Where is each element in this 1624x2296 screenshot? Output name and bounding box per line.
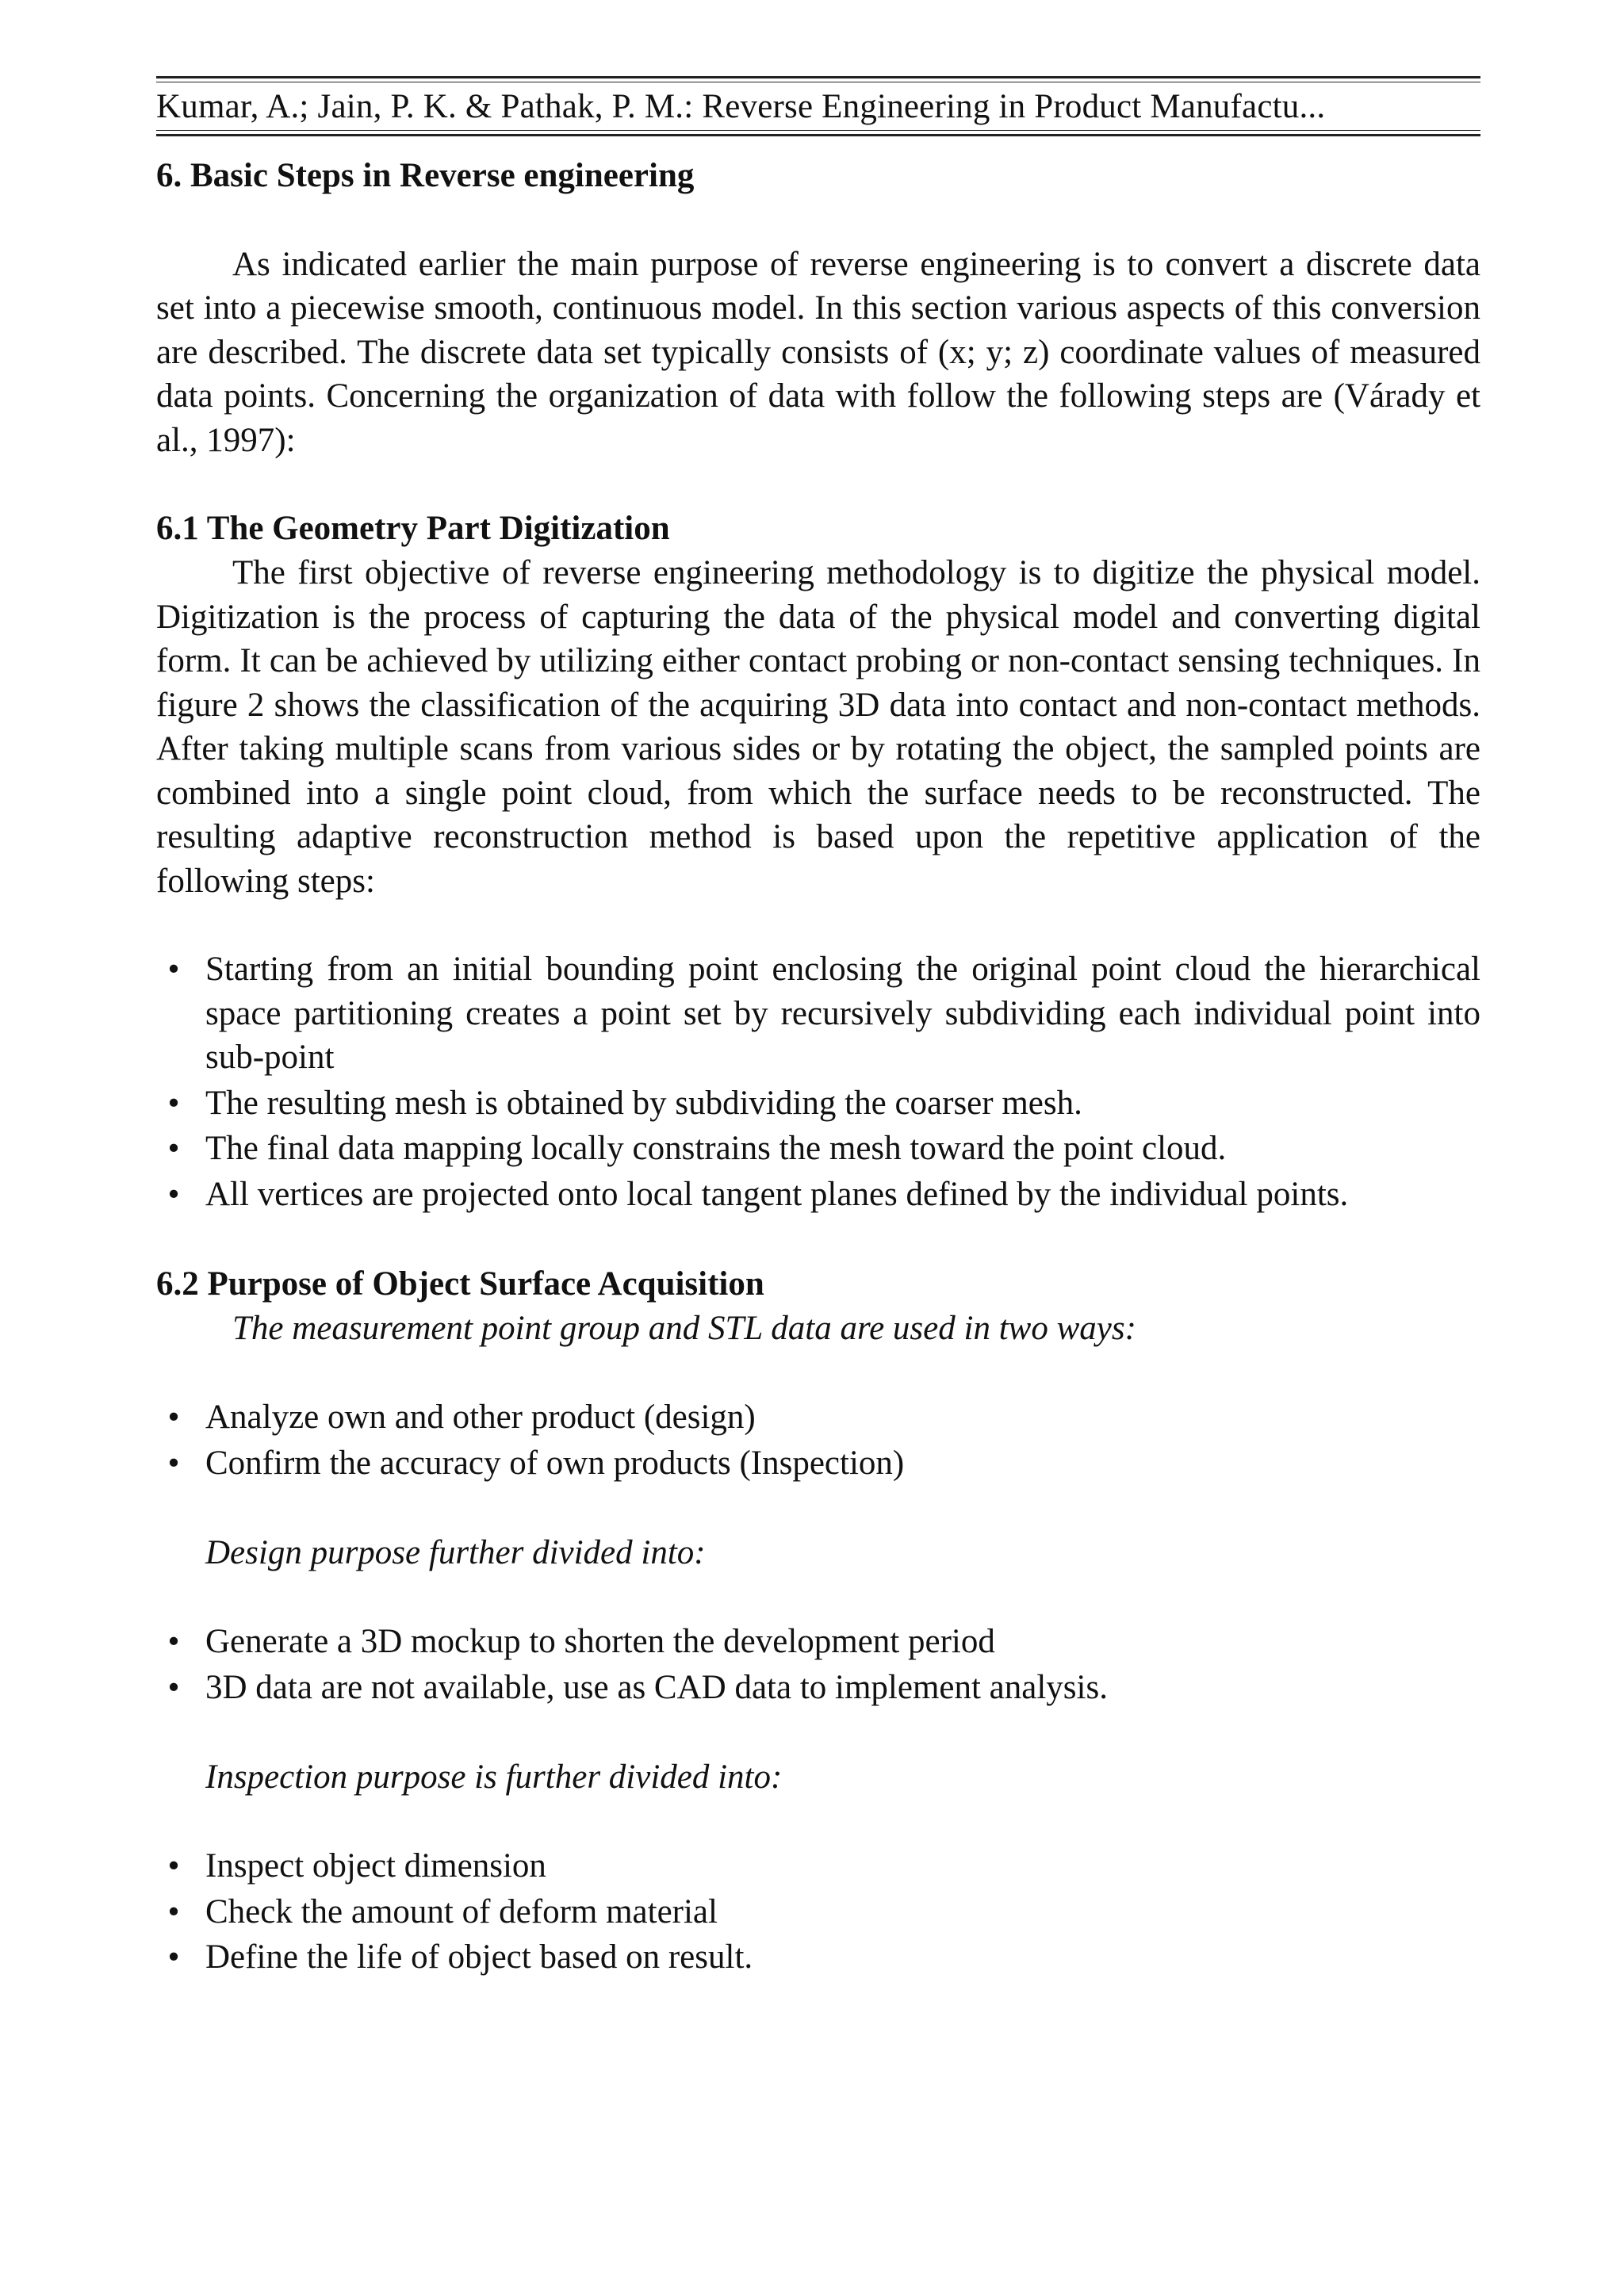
bullet-icon: • (167, 1175, 180, 1213)
section-6-heading: 6. Basic Steps in Reverse engineering (156, 156, 695, 194)
inspection-purpose-list (156, 1844, 1480, 1980)
list-item: • Define the life of object based on result. (156, 1935, 1480, 1980)
section-6-1-heading: 6.1 The Geometry Part Digitization (156, 510, 670, 548)
page (156, 76, 1480, 1981)
list-item: • The final data mapping locally constrains the mesh toward the point cloud. (156, 1127, 1480, 1171)
bullet-icon: • (167, 1847, 180, 1885)
bullet-icon: • (167, 951, 180, 989)
design-purpose-list (156, 1620, 1480, 1709)
bullet-icon: • (167, 1938, 180, 1976)
list-item: • Inspect object dimension (156, 1844, 1480, 1888)
list-item: • All vertices are projected onto local tangent planes defined by the individual points. (156, 1173, 1480, 1217)
running-head: Kumar, A.; Jain, P. K. & Pathak, P. M.: Reverse Engineering in Product Manufactu... (156, 88, 1326, 125)
uses-list (156, 1395, 1480, 1485)
list-item: • The resulting mesh is obtained by subdividing the coarser mesh. (156, 1081, 1480, 1126)
bullet-icon: • (167, 1130, 180, 1168)
list-item: • 3D data are not available, use as CAD data to implement analysis. (156, 1666, 1480, 1710)
section-6-2-intro: The measurement point group and STL data are used in two ways: (232, 1310, 1136, 1348)
list-item: • Check the amount of deform material (156, 1890, 1480, 1934)
design-purpose-intro: Design purpose further divided into: (205, 1534, 706, 1572)
header-bottom-rule (156, 130, 1480, 136)
section-6-1-paragraph: The first objective of reverse engineering methodology is to digitize the physical model. Digitization is the process of capturing the data of the physical model and converting digital form. It can be achieved by utilizing either contact probing or non-contact sensing techniques. In figure 2 shows the classification of the acquiring 3D data into contact and non-contact methods. After taking multiple scans from various sides or by rotating the object, the sampled points are combined into a single point cloud, from which the surface needs to be reconstructed. The resulting adaptive reconstruction method is based upon the repetitive application of the following steps: (156, 554, 1480, 900)
list-item: • Generate a 3D mockup to shorten the development period (156, 1620, 1480, 1664)
list-item: • Analyze own and other product (design) (156, 1395, 1480, 1440)
bullet-icon: • (167, 1399, 180, 1437)
bullet-icon: • (167, 1084, 180, 1122)
bullet-icon: • (167, 1444, 180, 1482)
list-item: • Confirm the accuracy of own products (Inspection) (156, 1441, 1480, 1486)
digitization-steps-list (156, 947, 1480, 1216)
bullet-icon: • (167, 1668, 180, 1706)
header-top-rule (156, 76, 1480, 82)
bullet-icon: • (167, 1892, 180, 1931)
list-item: • Starting from an initial bounding point enclosing the original point cloud the hierarchical space partitioning creates a point set by recursively subdividing each individual point into sub-point (156, 947, 1480, 1080)
section-6-paragraph: As indicated earlier the main purpose of reverse engineering is to convert a discrete data set into a piecewise smooth, continuous model. In this section various aspects of this conversion are described. The discrete data set typically consists of (x; y; z) coordinate values of measured data points. Concerning the organization of data with follow the following steps are (Várady et al., 1997): (156, 245, 1480, 459)
bullet-icon: • (167, 1623, 180, 1661)
section-6-2-heading: 6.2 Purpose of Object Surface Acquisition (156, 1265, 764, 1303)
inspection-purpose-intro: Inspection purpose is further divided into: (205, 1758, 783, 1797)
